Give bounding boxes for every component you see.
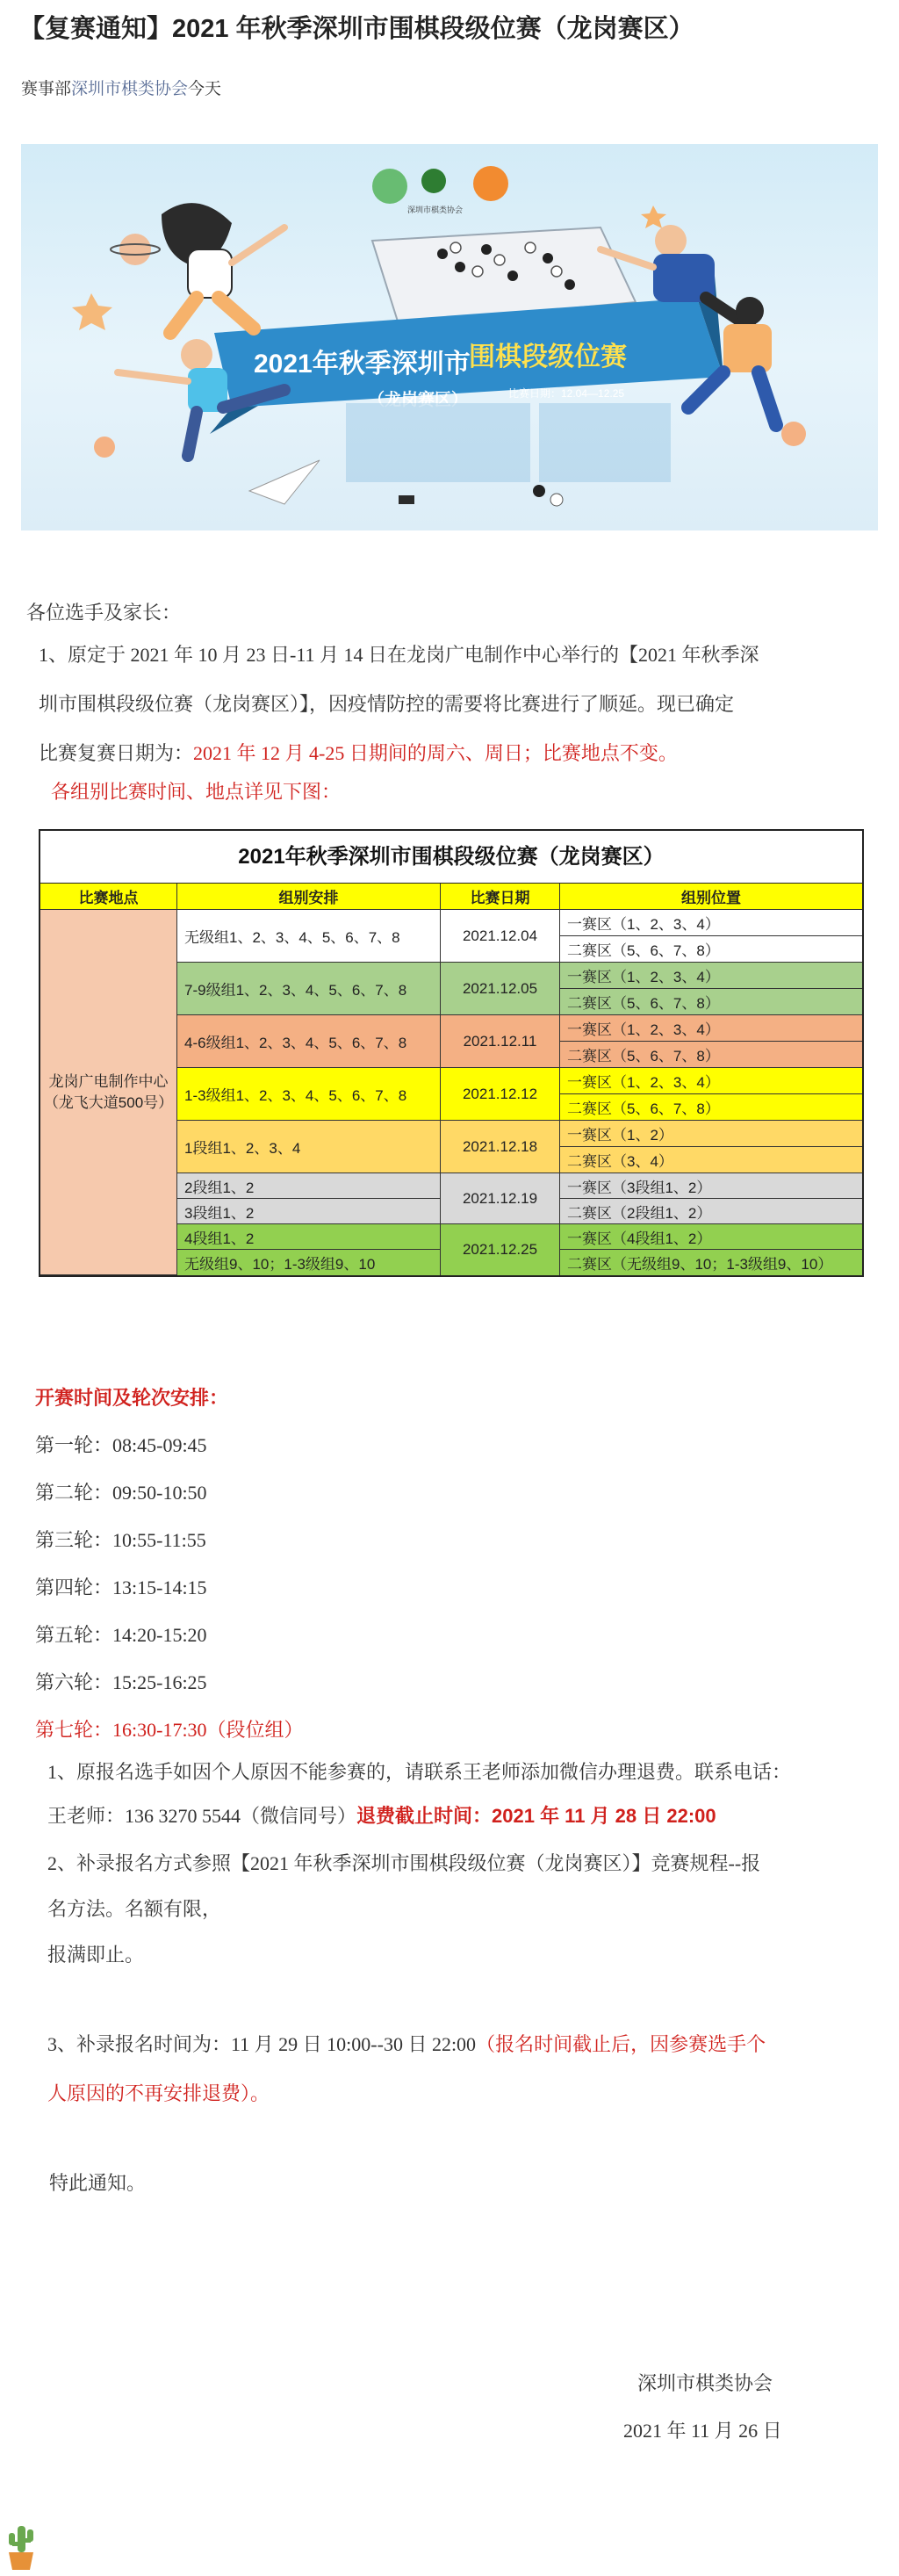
banner-logo-org: 深圳市棋类协会: [407, 206, 464, 214]
row-5-position-1: 一赛区（1、2）: [560, 1121, 862, 1147]
round-4: 第四轮：13:15-14:15: [35, 1577, 207, 1598]
note-1-line-1: 1、原报名选手如因个人原因不能参赛的，请联系王老师添加微信办理退费。联系电话：: [47, 1761, 792, 1783]
round-3: 第三轮：10:55-11:55: [35, 1529, 206, 1551]
schedule-table: [39, 829, 864, 1277]
row-2-date: 2021.12.05: [441, 963, 560, 1015]
banner-title-prefix: 2021年秋季深圳市: [254, 350, 471, 379]
paragraph-1-line-3-red: 2021 年 12 月 4-25 日期间的周六、周日；比赛地点不变。: [193, 742, 678, 764]
cactus-icon: [4, 2521, 39, 2572]
venue-line-2: （龙飞大道500号）: [43, 1093, 174, 1111]
row-6-date: 2021.12.19: [441, 1173, 560, 1224]
note-3-line-1: [47, 2020, 766, 2069]
row-6-group-1: 2段组1、2: [177, 1173, 441, 1199]
article-meta: [21, 76, 221, 99]
row-1-date: 2021.12.04: [441, 910, 560, 963]
round-5: 第五轮：14:20-15:20: [35, 1624, 207, 1646]
row-6-group-2: 3段组1、2: [177, 1199, 441, 1224]
banner-title-highlight: 围棋段级位赛: [469, 343, 627, 372]
header-date: 比赛日期: [441, 884, 560, 910]
row-1-group: 无级组1、2、3、4、5、6、7、8: [177, 910, 441, 963]
row-6-position-2: 二赛区（2段组1、2）: [560, 1199, 862, 1224]
header-venue: 比赛地点: [40, 884, 177, 910]
note-2-line-1: 2、补录报名方式参照【2021 年秋季深圳市围棋段级位赛（龙岗赛区）】竞赛规程--报: [47, 1852, 761, 1874]
signature-org: 深圳市棋类协会: [637, 2372, 773, 2394]
schedule-heading: 开赛时间及轮次安排：: [35, 1387, 229, 1409]
row-3-position-1: 一赛区（1、2、3、4）: [560, 1015, 862, 1042]
row-2-position-2: 二赛区（5、6、7、8）: [560, 989, 862, 1015]
row-3-date: 2021.12.11: [441, 1015, 560, 1068]
venue-line-1: 龙岗广电制作中心: [48, 1072, 169, 1090]
note-2-line-3: 报满即止。: [47, 1944, 145, 1966]
note-3-line-1-prefix: 3、补录报名时间为：11 月 29 日 10:00--30 日 22:00: [47, 2033, 477, 2055]
row-4-position-1: 一赛区（1、2、3、4）: [560, 1068, 862, 1094]
note-3-line-1-red: （报名时间截止后，因参赛选手个: [476, 2033, 766, 2055]
row-7-position-1: 一赛区（4段组1、2）: [560, 1224, 862, 1250]
round-2: 第二轮：09:50-10:50: [35, 1482, 207, 1504]
closing-text: 特此通知。: [49, 2172, 147, 2194]
note-3-line-2: 人原因的不再安排退费）。: [47, 2082, 270, 2104]
round-7: 第七轮：16:30-17:30（段位组）: [35, 1719, 304, 1741]
row-1-position-1: 一赛区（1、2、3、4）: [560, 910, 862, 936]
banner-illustration: [21, 144, 878, 530]
row-4-position-2: 二赛区（5、6、7、8）: [560, 1094, 862, 1121]
banner-subtitle: （龙岗赛区）: [368, 391, 469, 409]
paragraph-1-line-2: 圳市围棋段级位赛（龙岗赛区）】，因疫情防控的需要将比赛进行了顺延。现已确定: [39, 693, 735, 715]
header-position: 组别位置: [560, 884, 862, 910]
paragraph-1-line-4: 各组别比赛时间、地点详见下图：: [51, 781, 342, 803]
row-7-position-2: 二赛区（无级组9、10；1-3级组9、10）: [560, 1250, 862, 1275]
table-title: 2021年秋季深圳市围棋段级位赛（龙岗赛区）: [40, 831, 862, 884]
row-4-group: 1-3级组1、2、3、4、5、6、7、8: [177, 1068, 441, 1121]
note-2-line-2: 名方法。名额有限，: [47, 1898, 222, 1920]
banner-date: 比赛日期：12.04—12.25: [508, 387, 625, 400]
row-3-position-2: 二赛区（5、6、7、8）: [560, 1042, 862, 1068]
paragraph-1-line-1: 1、原定于 2021 年 10 月 23 日-11 月 14 日在龙岗广电制作中心举行的【2021 年秋季深: [39, 644, 759, 666]
row-1-position-2: 二赛区（5、6、7、8）: [560, 936, 862, 963]
row-2-position-1: 一赛区（1、2、3、4）: [560, 963, 862, 989]
article-title: 【复赛通知】2021 年秋季深圳市围棋段级位赛（龙岗赛区）: [19, 15, 694, 43]
author-name: 赛事部: [21, 80, 72, 98]
row-3-group: 4-6级组1、2、3、4、5、6、7、8: [177, 1015, 441, 1068]
row-7-date: 2021.12.25: [441, 1224, 560, 1275]
venue-cell: [40, 910, 177, 1275]
row-7-group-1: 4段组1、2: [177, 1224, 441, 1250]
round-6: 第六轮：15:25-16:25: [35, 1671, 207, 1693]
paragraph-1-line-3-prefix: 比赛复赛日期为：: [39, 742, 194, 764]
note-1-line-2-prefix: 王老师：136 3270 5544（微信同号）: [47, 1805, 357, 1827]
greeting: 各位选手及家长：: [26, 602, 182, 624]
note-1-line-2-red: 退费截止时间：2021 年 11 月 28 日 22:00: [356, 1805, 716, 1827]
account-link[interactable]: 深圳市棋类协会: [71, 80, 189, 98]
row-4-date: 2021.12.12: [441, 1068, 560, 1121]
publish-time: 今天: [188, 80, 222, 98]
round-1: 第一轮：08:45-09:45: [35, 1434, 207, 1456]
row-2-group: 7-9级组1、2、3、4、5、6、7、8: [177, 963, 441, 1015]
row-7-group-2: 无级组9、10；1-3级组9、10: [177, 1250, 441, 1275]
note-1-line-2: [47, 1792, 716, 1841]
row-5-group: 1段组1、2、3、4: [177, 1121, 441, 1173]
signature-date: 2021 年 11 月 26 日: [623, 2420, 782, 2442]
row-5-position-2: 二赛区（3、4）: [560, 1147, 862, 1173]
row-5-date: 2021.12.18: [441, 1121, 560, 1173]
row-6-position-1: 一赛区（3段组1、2）: [560, 1173, 862, 1199]
header-group: 组别安排: [177, 884, 441, 910]
banner-image: [21, 144, 878, 530]
